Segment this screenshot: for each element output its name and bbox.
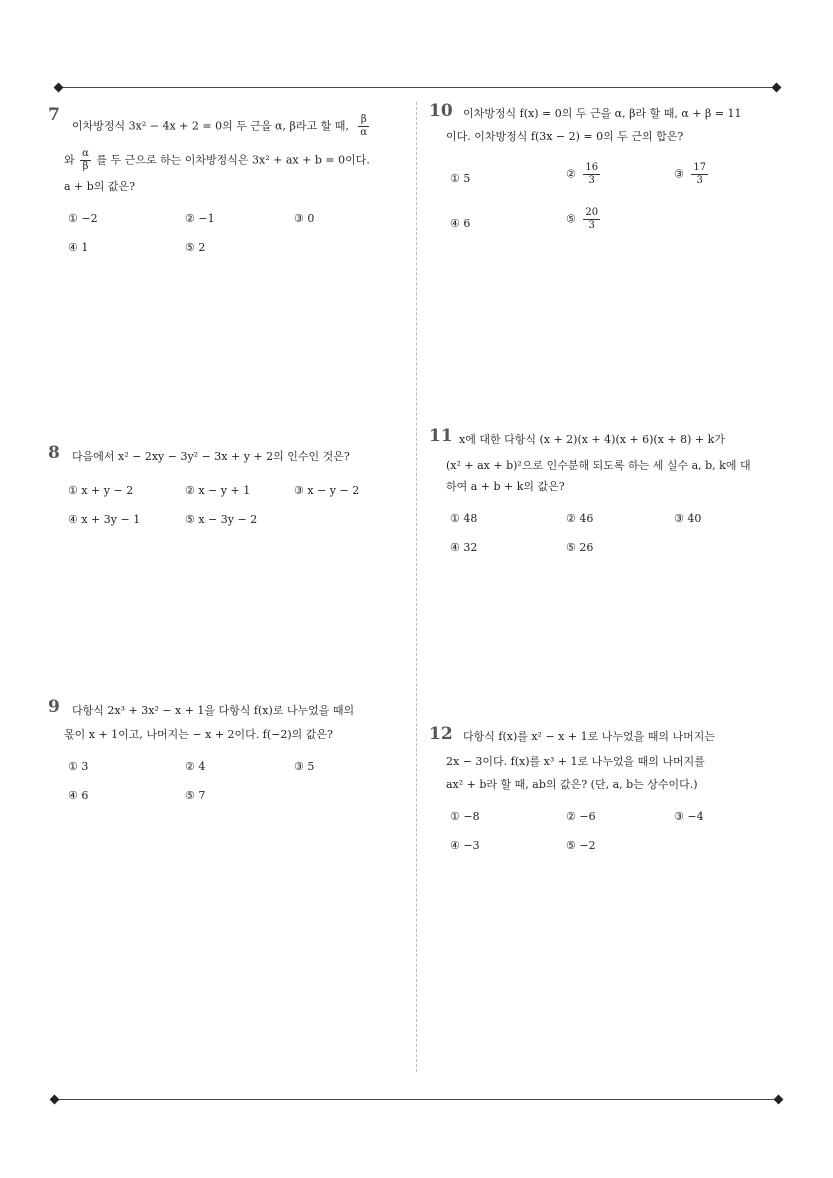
problem-text: ax² + b라 할 때, ab의 값은? (단, a, b는 상수이다.) xyxy=(446,778,698,791)
choice-4[interactable]: ④ 1 xyxy=(68,241,89,254)
problem-text: 다항식 2x³ + 3x² − x + 1을 다항식 f(x)로 나누었을 때의 xyxy=(72,704,355,717)
choice-4[interactable]: ④ −3 xyxy=(450,839,480,852)
problem-10 xyxy=(429,101,779,246)
choice-1[interactable]: ① −2 xyxy=(68,212,98,225)
problem-number: 7 xyxy=(48,105,60,125)
choice-1[interactable]: ① 5 xyxy=(450,172,471,185)
choice-5[interactable]: ⑤ −2 xyxy=(566,839,596,852)
choice-2[interactable]: ② 46 xyxy=(566,512,594,525)
problem-text: 하여 a + b + k의 값은? xyxy=(446,480,565,493)
problem-8 xyxy=(48,443,408,538)
problem-text: 다음에서 x² − 2xy − 3y² − 3x + y + 2의 인수인 것은? xyxy=(72,450,350,463)
choice-2[interactable]: ② 4 xyxy=(185,760,206,773)
problem-text: 몫이 x + 1이고, 나머지는 − x + 2이다. f(−2)의 값은? xyxy=(64,728,333,741)
rule-diamond-right-icon xyxy=(774,1095,784,1105)
choice-1[interactable]: ① −8 xyxy=(450,810,480,823)
rule-diamond-left-icon xyxy=(50,1095,60,1105)
choice-3[interactable]: ③ 40 xyxy=(674,512,702,525)
choice-5[interactable]: ⑤ 26 xyxy=(566,541,594,554)
choice-1[interactable]: ① 3 xyxy=(68,760,89,773)
problem-12 xyxy=(429,724,779,859)
choice-4[interactable]: ④ 6 xyxy=(68,789,89,802)
column-divider xyxy=(416,102,417,1072)
choice-1[interactable]: ① 48 xyxy=(450,512,478,525)
problem-7 xyxy=(48,105,408,270)
choice-4[interactable]: ④ 6 xyxy=(450,217,471,230)
choice-4[interactable]: ④ 32 xyxy=(450,541,478,554)
problem-9 xyxy=(48,697,408,812)
fraction: $\frac{\beta}{\alpha}$ xyxy=(360,114,368,138)
choice-3[interactable]: ③ 0 xyxy=(294,212,315,225)
problem-text: 와 $\frac{\alpha}{\beta}$ 를 두 근으로 하는 이차방정식은 3x² + ax + b = 0이다. xyxy=(64,148,370,172)
problem-number: 12 xyxy=(429,724,453,744)
choice-5[interactable]: ⑤ 2 xyxy=(185,241,206,254)
choice-3[interactable]: ③ −4 xyxy=(674,810,704,823)
rule-diamond-right-icon xyxy=(772,83,782,93)
rule-diamond-left-icon xyxy=(54,83,64,93)
problem-text: 2x − 3이다. f(x)를 x³ + 1로 나누었을 때의 나머지를 xyxy=(446,755,705,768)
fraction: $\frac{20}{3}$ xyxy=(585,207,599,231)
problem-number: 11 xyxy=(429,426,453,446)
choice-5[interactable]: ⑤ $\frac{20}{3}$ xyxy=(566,207,599,231)
choice-2[interactable]: ② −6 xyxy=(566,810,596,823)
problem-text: 다항식 f(x)를 x² − x + 1로 나누었을 때의 나머지는 xyxy=(463,730,715,743)
bottom-rule xyxy=(54,1099,779,1100)
choice-5[interactable]: ⑤ 7 xyxy=(185,789,206,802)
choice-3[interactable]: ③ x − y − 2 xyxy=(294,484,360,497)
top-rule xyxy=(58,87,777,88)
fraction: $\frac{\alpha}{\beta}$ xyxy=(82,148,89,172)
problem-number: 10 xyxy=(429,101,453,121)
problem-text: 이다. 이차방정식 f(3x − 2) = 0의 두 근의 합은? xyxy=(446,130,684,143)
choice-2[interactable]: ② x − y + 1 xyxy=(185,484,251,497)
problem-text: 이차방정식 f(x) = 0의 두 근을 α, β라 할 때, α + β = 11 xyxy=(463,107,742,120)
choice-2[interactable]: ② $\frac{16}{3}$ xyxy=(566,162,599,186)
problem-text: a + b의 값은? xyxy=(64,180,136,193)
problem-number: 8 xyxy=(48,443,60,463)
fraction: $\frac{17}{3}$ xyxy=(693,162,707,186)
choice-3[interactable]: ③ 5 xyxy=(294,760,315,773)
choice-3[interactable]: ③ $\frac{17}{3}$ xyxy=(674,162,707,186)
choice-1[interactable]: ① x + y − 2 xyxy=(68,484,134,497)
choice-4[interactable]: ④ x + 3y − 1 xyxy=(68,513,141,526)
choice-5[interactable]: ⑤ x − 3y − 2 xyxy=(185,513,258,526)
problem-text: (x² + ax + b)²으로 인수분해 되도록 하는 세 실수 a, b, k에 대 xyxy=(446,459,751,472)
problem-text: x에 대한 다항식 (x + 2)(x + 4)(x + 6)(x + 8) + k가 xyxy=(459,433,725,446)
fraction: $\frac{16}{3}$ xyxy=(585,162,599,186)
problem-text: 이차방정식 3x² − 4x + 2 = 0의 두 근을 α, β라고 할 때, $\frac{\beta}{\alpha}$ xyxy=(72,114,368,138)
problem-number: 9 xyxy=(48,697,60,717)
choice-2[interactable]: ② −1 xyxy=(185,212,215,225)
problem-11 xyxy=(429,426,779,561)
